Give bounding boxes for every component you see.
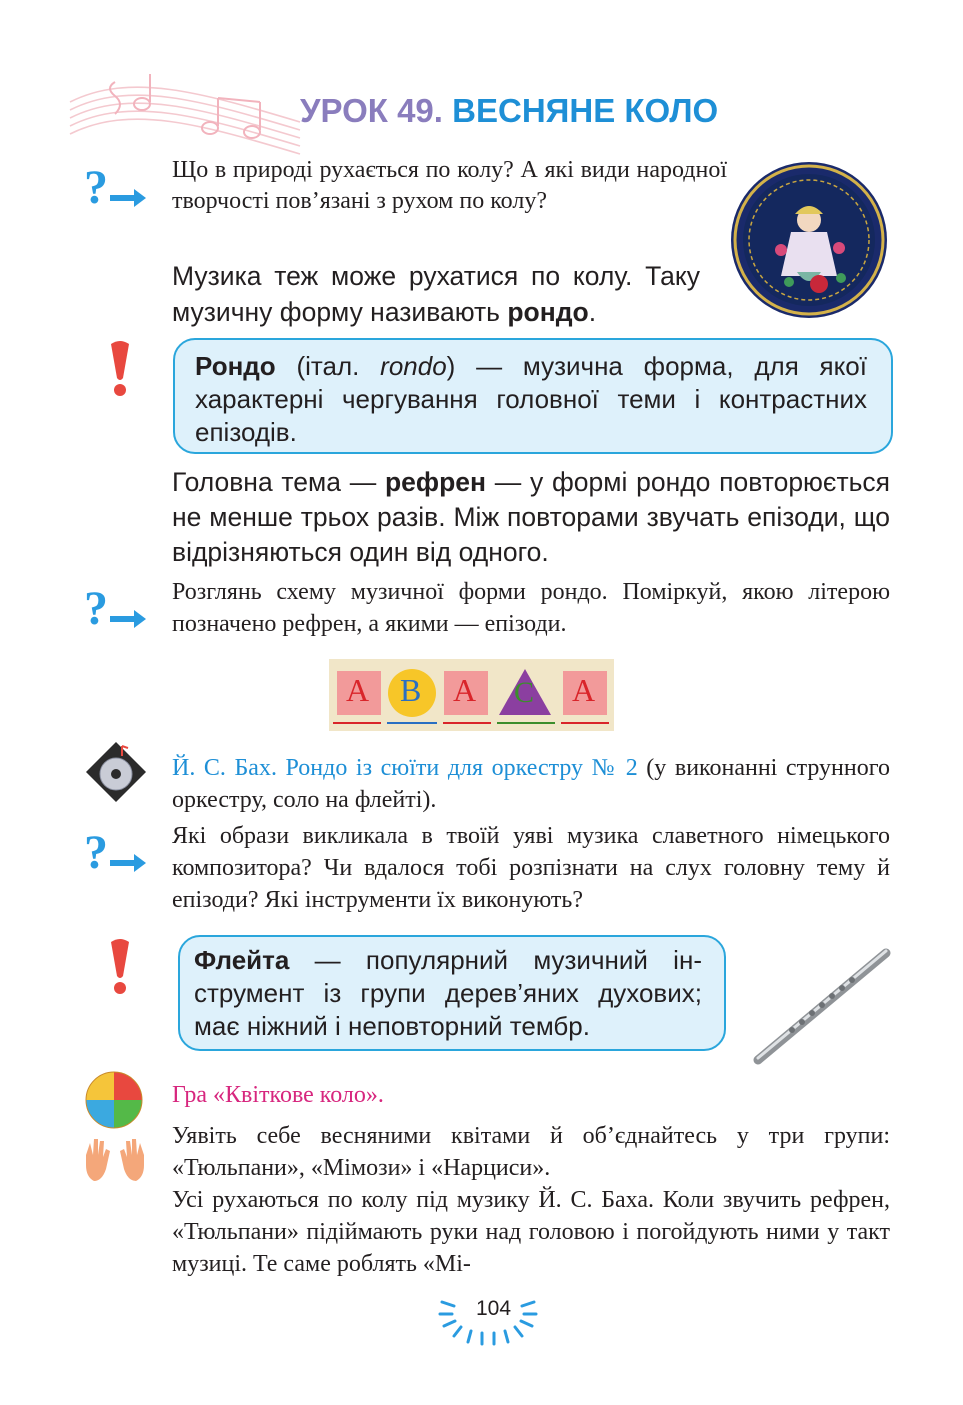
svg-text:?: ? — [84, 830, 108, 876]
cd-music-icon — [84, 740, 148, 804]
scheme-letter-1: А — [346, 672, 370, 708]
listening-title: Й. С. Бах. Рондо із сюїти для оркестру № 2 — [172, 755, 638, 781]
definition-flute-box — [178, 935, 726, 1051]
definition-rondo-term: Рондо — [195, 351, 276, 381]
game-description — [172, 1120, 890, 1280]
intro-text: Музика теж може рухатися по колу. Таку музичну форму називають — [172, 261, 700, 327]
definition-rondo-open: (італ. — [275, 351, 381, 381]
svg-text:?: ? — [84, 586, 108, 632]
game-text-2: Усі рухаються по колу під музику Й. С. Баха. Коли звучить рефрен, «Тюльпани» підіймають руки над головою і погойдують ними у такт музиці. Те саме роблять «Мі- — [172, 1187, 890, 1277]
definition-rondo-origin: rondo — [380, 351, 447, 381]
question-3-text: Які образи викликала в твоїй уяві музика славетного німецького композитора? Чи вдалося тобі розпізнати на слух головну тему й епізоди? Які інструменти їх виконують? — [172, 823, 890, 913]
rondo-scheme — [329, 659, 614, 731]
scheme-letter-3: А — [453, 672, 477, 708]
scheme-letter-5: А — [572, 672, 596, 708]
question-arrow-icon — [84, 165, 150, 211]
listening-text — [172, 752, 890, 816]
exclamation-icon — [106, 340, 134, 398]
page-number: 104 — [476, 1297, 512, 1320]
music-staff-decoration — [60, 62, 310, 162]
refrain-after: — у формі рондо повторюється не менше трьох разів. Між повторами звучать епізоди, що відрізняються один від одного. — [172, 467, 890, 567]
question-arrow-icon — [84, 830, 150, 876]
definition-rondo-box — [173, 338, 893, 454]
scheme-letter-4: С — [514, 676, 535, 709]
intro-term: рондо — [507, 297, 589, 327]
game-title: Гра «Квіткове коло». — [172, 1082, 384, 1108]
refrain-before: Головна тема — — [172, 467, 385, 497]
question-arrow-icon — [84, 586, 150, 632]
intro-end: . — [588, 297, 597, 327]
intro-paragraph — [172, 258, 700, 330]
definition-rondo-rest: ) — музична форма, для якої характерні чергування головної теми і контрастних епізодів. — [195, 351, 867, 447]
definition-flute-rest: — популярний музичний інструмент із групи дерев’яних духових; має ніжний і неповторний тембр. — [194, 945, 702, 1041]
question-2-text: Розглянь схему музичної форми рондо. Поміркуй, якою літерою позначено рефрен, а якими — епізоди. — [172, 579, 890, 637]
decorative-plate-image — [729, 160, 889, 320]
page-title — [300, 92, 718, 130]
definition-flute-term: Флейта — [194, 945, 290, 975]
ball-icon — [84, 1070, 144, 1130]
exclamation-icon — [106, 938, 134, 996]
lesson-number: УРОК 49. — [300, 92, 443, 129]
game-text-1: Уявіть себе весняними квітами й об’єднайтесь у три групи: «Тюльпани», «Мімози» і «Нарциси». — [172, 1123, 890, 1181]
clapping-hands-icon — [82, 1135, 148, 1185]
refrain-term: рефрен — [384, 467, 486, 497]
listening-note: (у виконанні струнного оркестру, соло на флейті). — [172, 755, 890, 813]
flute-image — [748, 945, 893, 1070]
lesson-title: ВЕСНЯНЕ КОЛО — [452, 92, 719, 129]
svg-text:?: ? — [84, 165, 108, 211]
question-1-text: Що в природі рухається по колу? А які види народної творчості пов’язані з рухом по колу? — [172, 157, 727, 214]
scheme-letter-2: В — [400, 672, 422, 708]
refrain-paragraph — [172, 465, 890, 570]
